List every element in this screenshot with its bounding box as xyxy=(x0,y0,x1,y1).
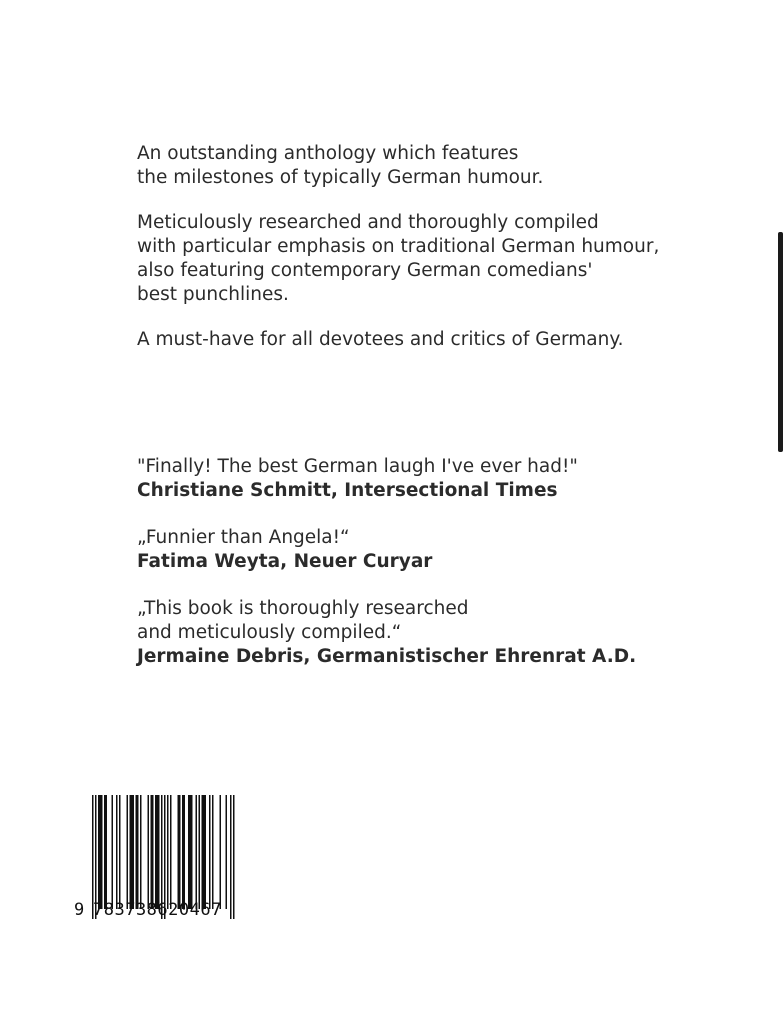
barcode-bar xyxy=(178,795,181,909)
barcode-guard-bar xyxy=(233,795,235,919)
barcode-bar xyxy=(182,795,185,909)
barcode-bar xyxy=(136,795,139,909)
description-paragraph-2 xyxy=(137,211,659,307)
barcode-bar xyxy=(151,795,154,909)
barcode-bar xyxy=(119,795,121,909)
review-quote-1 xyxy=(137,455,578,503)
quote-text: and meticulously compiled.“ xyxy=(137,622,402,643)
barcode-bar xyxy=(155,795,160,909)
barcode-bar xyxy=(140,795,142,909)
review-quote-2 xyxy=(137,526,432,574)
quote-attribution: Jermaine Debris, Germanistischer Ehrenrat A.D. xyxy=(137,646,637,667)
description-line: also featuring contemporary German comedians' xyxy=(137,260,593,281)
quote-text: "Finally! The best German laugh I've ever had!" xyxy=(137,456,578,477)
description-line: with particular emphasis on traditional German humour, xyxy=(137,236,660,257)
quote-text: „Funnier than Angela!“ xyxy=(137,527,350,548)
page-edge-mark xyxy=(778,232,783,452)
description-line: A must-have for all devotees and critics of Germany. xyxy=(137,329,624,350)
barcode-bar xyxy=(212,795,214,909)
description-paragraph-1 xyxy=(137,142,543,190)
barcode-bar xyxy=(196,795,198,909)
barcode-bar xyxy=(148,795,150,909)
quote-text: „This book is thoroughly researched xyxy=(137,598,469,619)
barcode-bar xyxy=(130,795,135,909)
barcode-bar xyxy=(220,795,222,909)
barcode-guard-bar xyxy=(230,795,232,919)
barcode-bar xyxy=(202,795,207,909)
quote-attribution: Fatima Weyta, Neuer Curyar xyxy=(137,551,433,572)
barcode-bar xyxy=(104,795,107,909)
barcode-digits: 783738620467 xyxy=(93,900,222,920)
barcode-bar xyxy=(112,795,114,909)
review-quote-3 xyxy=(137,597,636,669)
description-paragraph-3 xyxy=(137,328,624,352)
barcode-bar xyxy=(167,795,169,909)
description-line: best punchlines. xyxy=(137,284,289,305)
barcode-bar xyxy=(199,795,201,909)
barcode-bar xyxy=(98,795,103,909)
barcode-bar xyxy=(226,795,228,909)
description-line: Meticulously researched and thoroughly compiled xyxy=(137,212,599,233)
barcode-bar xyxy=(127,795,129,909)
quote-attribution: Christiane Schmitt, Intersectional Times xyxy=(137,480,558,501)
barcode-lead-digit: 9 xyxy=(74,900,85,920)
description-line: the milestones of typically German humour. xyxy=(137,167,544,188)
description-line: An outstanding anthology which features xyxy=(137,143,519,164)
barcode-bar xyxy=(209,795,211,909)
barcode-bar xyxy=(170,795,172,909)
barcode-bar xyxy=(188,795,193,909)
barcode-bar xyxy=(116,795,118,909)
isbn-barcode xyxy=(72,793,252,925)
